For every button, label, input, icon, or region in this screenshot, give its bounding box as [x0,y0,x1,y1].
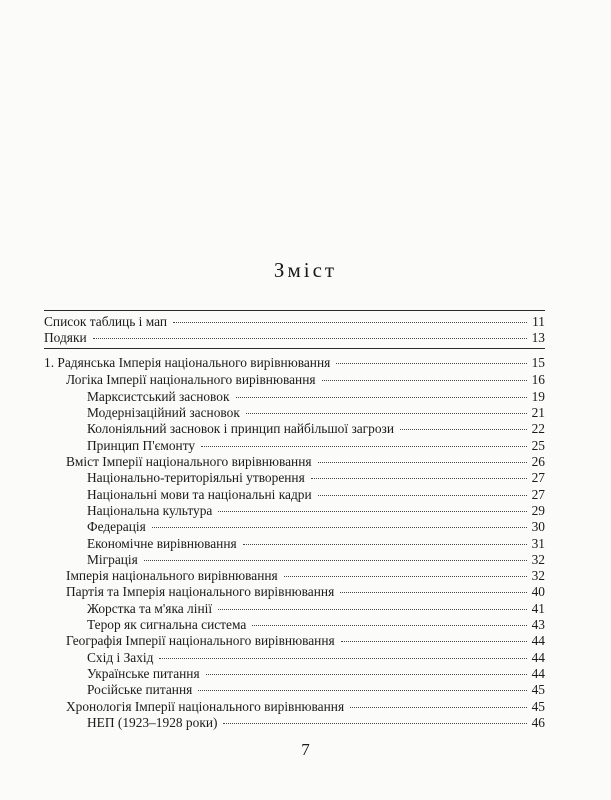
dot-leader [93,338,527,339]
toc-entry-label: Міграція [87,552,138,567]
toc-entry-page: 32 [531,552,545,567]
toc-entry-label: Хронологія Імперії національного вирівнювання [66,699,345,714]
toc-entry-page: 29 [531,503,545,518]
page-number: 7 [301,740,310,759]
toc-entry-page: 27 [531,487,545,502]
toc-entry-label: Економічне вирівнювання [87,536,237,551]
toc-entry-page: 43 [531,617,545,632]
toc-entry-label: Жорстка та м'яка лінії [87,601,213,616]
dot-leader [318,495,527,496]
toc-entry-page: 45 [531,682,545,697]
toc-entry-label: Географія Імперії національного вирівнювання [66,633,335,648]
toc-entry[interactable] [66,567,545,584]
toc-entry-label: Логіка Імперії національного вирівнювання [66,372,316,387]
toc-entry-page: 26 [531,454,545,469]
toc-entry-page: 22 [531,421,545,436]
toc-entry-label: Партія та Імперія національного вирівнювання [66,584,335,599]
middle-rule [44,348,545,349]
toc-entry-page: 45 [531,699,545,714]
toc-entry-label: Українське питання [87,666,200,681]
dot-leader [336,363,527,364]
toc-entry[interactable] [87,535,545,552]
toc-entry-page: 13 [531,330,545,345]
dot-leader [206,674,527,675]
toc-entry[interactable] [44,329,545,346]
toc-entry[interactable] [87,551,545,568]
dot-leader [311,478,527,479]
dot-leader [173,322,527,323]
toc-entry-label: Імперія національного вирівнювання [66,568,278,583]
dot-leader [236,397,528,398]
toc-entry[interactable] [87,600,545,617]
toc-entry[interactable] [87,681,545,698]
dot-leader [400,429,527,430]
dot-leader [152,527,527,528]
toc-entry-label: 1. Радянська Імперія національного вирівнювання [44,355,331,370]
toc-entry[interactable] [44,354,545,371]
toc-entry[interactable] [66,371,545,388]
toc-entry-page: 15 [531,355,545,370]
toc-entry[interactable] [66,583,545,600]
dot-leader [350,707,527,708]
toc-entry-label: Національна культура [87,503,213,518]
toc-entry-page: 25 [531,438,545,453]
toc-entry-label: Список таблиць і мап [44,314,168,329]
toc-entry-label: Марксистський засновок [87,389,230,404]
toc-entry-label: Російське питання [87,682,193,697]
dot-leader [252,625,527,626]
toc-entry[interactable] [44,313,545,330]
toc-entry[interactable] [87,437,545,454]
toc-entry[interactable] [66,453,545,470]
toc-entry-page: 44 [531,633,545,648]
dot-leader [218,609,527,610]
dot-leader [246,413,527,414]
toc-entry-label: Подяки [44,330,87,345]
dot-leader [223,723,527,724]
toc-entry[interactable] [87,502,545,519]
toc-entry-page: 40 [531,584,545,599]
toc-entry-label: Національні мови та національні кадри [87,487,312,502]
toc-entry-page: 30 [531,519,545,534]
toc-entry[interactable] [87,665,545,682]
toc-entry-page: 44 [531,666,545,681]
dot-leader [284,576,527,577]
toc-entry-label: Модернізаційний засновок [87,405,240,420]
dot-leader [198,690,527,691]
dot-leader [341,641,527,642]
page-title: Зміст [273,258,338,282]
toc-entry[interactable] [87,649,545,666]
toc-entry-label: Федерація [87,519,146,534]
toc-entry-page: 19 [531,389,545,404]
toc-entry[interactable] [87,404,545,421]
toc-entry[interactable] [87,469,545,486]
toc-entry[interactable] [87,486,545,503]
toc-entry-page: 16 [531,372,545,387]
toc-entry[interactable] [66,632,545,649]
toc-entry-page: 11 [532,314,545,329]
toc-entry-page: 32 [531,568,545,583]
toc-entry-label: Принцип П'ємонту [87,438,196,453]
dot-leader [322,380,527,381]
toc-entry-label: Терор як сигнальна система [87,617,247,632]
dot-leader [218,511,527,512]
toc-entry[interactable] [87,518,545,535]
toc-entry-page: 21 [531,405,545,420]
toc-entry-label: Схід і Захід [87,650,154,665]
toc-entry[interactable] [87,388,545,405]
toc-entry-page: 41 [531,601,545,616]
toc-entry[interactable] [66,698,545,715]
toc-entry[interactable] [87,714,545,731]
toc-entry[interactable] [87,616,545,633]
toc-entry-label: Вміст Імперії національного вирівнювання [66,454,312,469]
dot-leader [243,544,527,545]
toc-entry-label: Національно-територіяльні утворення [87,470,305,485]
top-rule [44,310,545,311]
toc-entry-page: 31 [531,536,545,551]
toc-entry[interactable] [87,420,545,437]
toc-entry-page: 27 [531,470,545,485]
dot-leader [159,658,527,659]
dot-leader [340,592,527,593]
toc-entry-page: 44 [531,650,545,665]
toc-entry-page: 46 [531,715,545,730]
dot-leader [144,560,527,561]
toc-entry-label: Колоніяльний засновок і принцип найбільшої загрози [87,421,395,436]
dot-leader [318,462,527,463]
dot-leader [201,446,527,447]
toc-entry-label: НЕП (1923–1928 роки) [87,715,218,730]
